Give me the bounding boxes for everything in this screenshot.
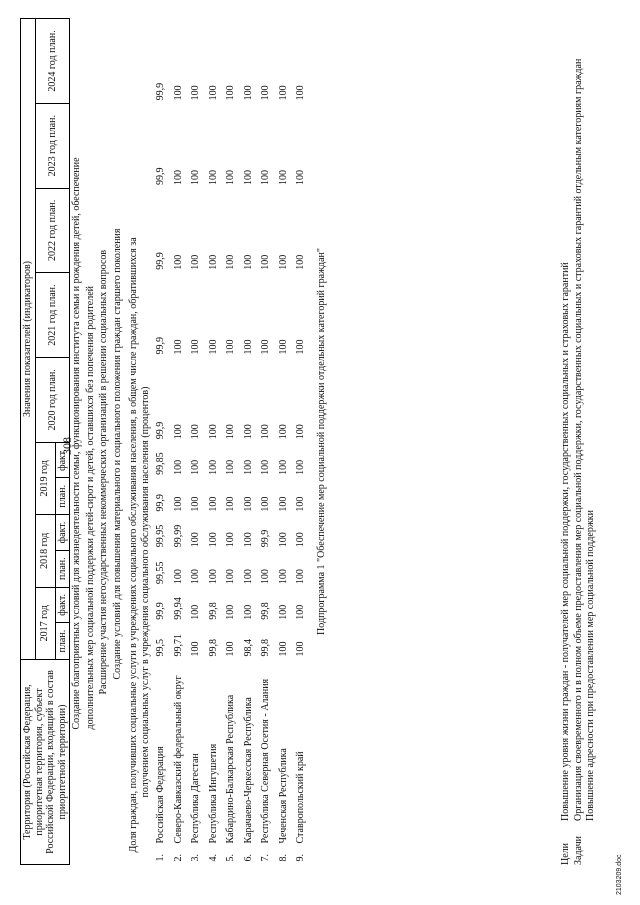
value-cell: 100: [242, 339, 254, 355]
value-cell: 100: [260, 459, 271, 475]
value-cell: 100: [172, 424, 184, 440]
value-cell: 100: [225, 339, 236, 355]
value-cell: 100: [242, 569, 254, 585]
tasks-label: Задачи: [572, 836, 584, 865]
value-cell: 100: [225, 254, 236, 270]
fact-header: факт.: [55, 587, 70, 623]
task-item: Организация своевременного и в полном объеме предоставления мер социальной поддержки, государственных социальных и страховых гарантий отдельным категориям граждан: [572, 58, 584, 821]
value-cell: 100: [277, 254, 289, 270]
territory-header: Территория (Российская Федерация, приоритетная территория, субъект Российской Федерации, входящий в состав приоритетной территории): [21, 660, 70, 865]
row-number: 9.: [295, 854, 306, 862]
value-cell: 100: [225, 496, 236, 512]
value-cell: 100: [225, 569, 236, 585]
table-row: [257, 19, 275, 865]
value-cell: 100: [277, 459, 289, 475]
value-cell: 99,9: [155, 602, 166, 620]
value-cell: 100: [172, 85, 184, 101]
value-cell: 100: [207, 496, 219, 512]
value-cell: 99,8: [207, 639, 219, 657]
row-number: 5.: [225, 854, 236, 862]
goals-label: Цели: [560, 842, 571, 865]
value-cell: 100: [242, 85, 254, 101]
note-text: Создание благоприятных условий для жизнедеятельности семьи, функционирования института семьи и рождения детей, обеспечение: [71, 157, 82, 730]
note-text: Расширение участия негосударственных некоммерческих организаций в решении социальных вопросов: [98, 249, 109, 695]
value-cell: 100: [260, 170, 271, 186]
value-cell: 100: [190, 254, 201, 270]
value-cell: 100: [242, 254, 254, 270]
value-cell: 100: [207, 170, 219, 186]
value-cell: 100: [172, 459, 184, 475]
value-cell: 100: [225, 459, 236, 475]
document-id: 2103209.doc: [616, 854, 623, 895]
value-cell: 100: [190, 459, 201, 475]
value-cell: 99,85: [155, 452, 166, 475]
value-cell: 100: [207, 254, 219, 270]
year-2024-header: 2024 год план.: [35, 19, 70, 104]
value-cell: 100: [190, 569, 201, 585]
value-cell: 99,71: [172, 634, 184, 657]
value-cell: 100: [207, 339, 219, 355]
value-cell: 100: [242, 170, 254, 186]
value-cell: 100: [242, 496, 254, 512]
value-cell: 100: [207, 532, 219, 548]
value-cell: 100: [172, 254, 184, 270]
row-number: 8.: [277, 854, 289, 862]
note-text: Создание условий для повышения материального и социального положения граждан старшего поколения: [111, 228, 123, 680]
row-number: 1.: [155, 854, 166, 862]
indicators-header: Значения показателей (индикаторов): [21, 19, 36, 660]
territory-name: Республика Северная Осетия - Алания: [260, 678, 271, 844]
value-cell: 100: [190, 85, 201, 101]
value-cell: 100: [277, 85, 289, 101]
value-cell: 100: [277, 339, 289, 355]
territory-name: Республика Дагестан: [190, 753, 201, 844]
territory-name: Северо-Кавказский федеральный округ: [172, 675, 184, 844]
value-cell: 99,5: [155, 639, 166, 657]
value-cell: 99,94: [172, 597, 184, 620]
goals-row: [560, 15, 573, 865]
value-cell: 100: [190, 496, 201, 512]
value-cell: 100: [260, 569, 271, 585]
value-cell: 100: [207, 459, 219, 475]
row-number: 2.: [172, 854, 184, 862]
value-cell: 99,9: [155, 494, 166, 512]
value-cell: 99,9: [260, 529, 271, 548]
year-2019-header: 2019 год: [35, 442, 55, 514]
value-cell: 99,8: [260, 639, 271, 657]
fact-header: факт.: [55, 442, 70, 478]
value-cell: 100: [190, 424, 201, 440]
value-cell: 100: [225, 170, 236, 186]
indicators-table: [20, 18, 328, 865]
value-cell: 100: [295, 496, 306, 512]
value-cell: 100: [172, 339, 184, 355]
note-text: дополнительных мер социальной поддержки детей-сирот и детей, оставшихся без попечения родителей: [84, 285, 96, 730]
territory-name: Кабардино-Балкарская Республика: [225, 694, 236, 844]
year-2020-header: 2020 год план.: [35, 357, 70, 442]
territory-name: Российская Федерация: [155, 746, 166, 844]
value-cell: 100: [277, 532, 289, 548]
value-cell: 100: [277, 641, 289, 657]
year-2022-header: 2022 год план.: [35, 188, 70, 273]
value-cell: 99,9: [155, 421, 166, 440]
year-2023-header: 2023 год план.: [35, 103, 70, 188]
goals-tasks-block: [560, 15, 598, 865]
value-cell: 100: [190, 170, 201, 186]
year-2021-header: 2021 год план.: [35, 273, 70, 358]
value-cell: 99,8: [207, 602, 219, 620]
value-cell: 100: [225, 532, 236, 548]
table-row: [170, 19, 188, 865]
row-number: 7.: [260, 854, 271, 862]
value-cell: 100: [277, 424, 289, 440]
value-cell: 99,55: [155, 561, 166, 585]
year-2018-header: 2018 год: [35, 515, 55, 587]
table-row: [240, 19, 258, 865]
subprogram-title: Подпрограмма 1 "Обеспечение мер социальной поддержки отдельных категорий граждан": [315, 248, 327, 635]
value-cell: 100: [277, 170, 289, 186]
value-cell: 100: [260, 339, 271, 355]
tasks-list: [573, 15, 598, 821]
value-cell: 100: [190, 339, 201, 355]
value-cell: 100: [295, 85, 306, 101]
plan-header: план.: [55, 478, 70, 515]
value-cell: 99,95: [155, 524, 166, 548]
table-row: [187, 19, 205, 865]
table-body: [70, 19, 153, 865]
value-cell: 100: [260, 85, 271, 101]
page-number: 308: [60, 437, 74, 455]
row-number: 4.: [207, 854, 219, 862]
year-2017-header: 2017 год: [35, 587, 55, 659]
territory-name: Карачаево-Черкесская Республика: [242, 697, 254, 844]
value-cell: 99,9: [155, 82, 166, 101]
goals-text: Повышение уровня жизни граждан - получателей мер социальной поддержки, государственных социальных и страховых гарантий: [560, 262, 571, 821]
value-cell: 100: [225, 85, 236, 101]
value-cell: 99,99: [172, 524, 184, 548]
value-cell: 100: [207, 424, 219, 440]
value-cell: 98,4: [242, 639, 254, 657]
value-cell: 100: [260, 254, 271, 270]
value-cell: 100: [295, 569, 306, 585]
value-cell: 100: [277, 496, 289, 512]
value-cell: 100: [295, 604, 306, 620]
value-cell: 100: [172, 496, 184, 512]
value-cell: 100: [295, 459, 306, 475]
table-rows: [152, 19, 310, 865]
territory-name: Чеченская Республика: [277, 748, 289, 844]
table-row: [292, 19, 310, 865]
tasks-row: [573, 15, 598, 865]
value-cell: 100: [295, 170, 306, 186]
value-cell: 99,8: [260, 602, 271, 620]
value-cell: 100: [295, 641, 306, 657]
table-row: [275, 19, 293, 865]
plan-header: план.: [55, 550, 70, 587]
value-cell: 100: [242, 604, 254, 620]
value-cell: 100: [242, 532, 254, 548]
indicator-subtitle: получением социальных услуг в учреждения социального обслуживания населения (процентов): [139, 386, 151, 798]
value-cell: 100: [277, 569, 289, 585]
table-row: [205, 19, 223, 865]
value-cell: 100: [190, 641, 201, 657]
fact-header: факт.: [55, 515, 70, 551]
value-cell: 100: [172, 569, 184, 585]
value-cell: 99,9: [155, 167, 166, 186]
value-cell: 100: [190, 604, 201, 620]
value-cell: 100: [207, 569, 219, 585]
plan-header: план.: [55, 623, 70, 660]
indicator-title-line: Доля граждан, получивших социальные услуги в учреждениях социального обслуживания населения, в общем числе граждан, обратившихся за: [128, 237, 139, 853]
territory-name: Ставропольский край: [295, 751, 306, 844]
value-cell: 100: [295, 424, 306, 440]
value-cell: 100: [295, 254, 306, 270]
value-cell: 100: [295, 339, 306, 355]
value-cell: 100: [207, 85, 219, 101]
value-cell: 100: [260, 424, 271, 440]
value-cell: 100: [242, 459, 254, 475]
value-cell: 100: [172, 170, 184, 186]
row-number: 6.: [242, 854, 254, 862]
value-cell: 100: [190, 532, 201, 548]
task-item: Повышение адресности при предоставлении мер социальной поддержки: [585, 510, 596, 821]
value-cell: 100: [277, 604, 289, 620]
table-row: [222, 19, 240, 865]
value-cell: 100: [225, 641, 236, 657]
value-cell: 99,9: [155, 336, 166, 355]
value-cell: 100: [242, 424, 254, 440]
value-cell: 100: [225, 424, 236, 440]
value-cell: 100: [295, 532, 306, 548]
value-cell: 99,9: [155, 252, 166, 270]
table-row: [152, 19, 170, 865]
value-cell: 100: [260, 496, 271, 512]
indicator-title: [124, 19, 152, 865]
row-number: 3.: [190, 854, 201, 862]
value-cell: 100: [225, 604, 236, 620]
territory-name: Республика Ингушетия: [207, 743, 219, 844]
